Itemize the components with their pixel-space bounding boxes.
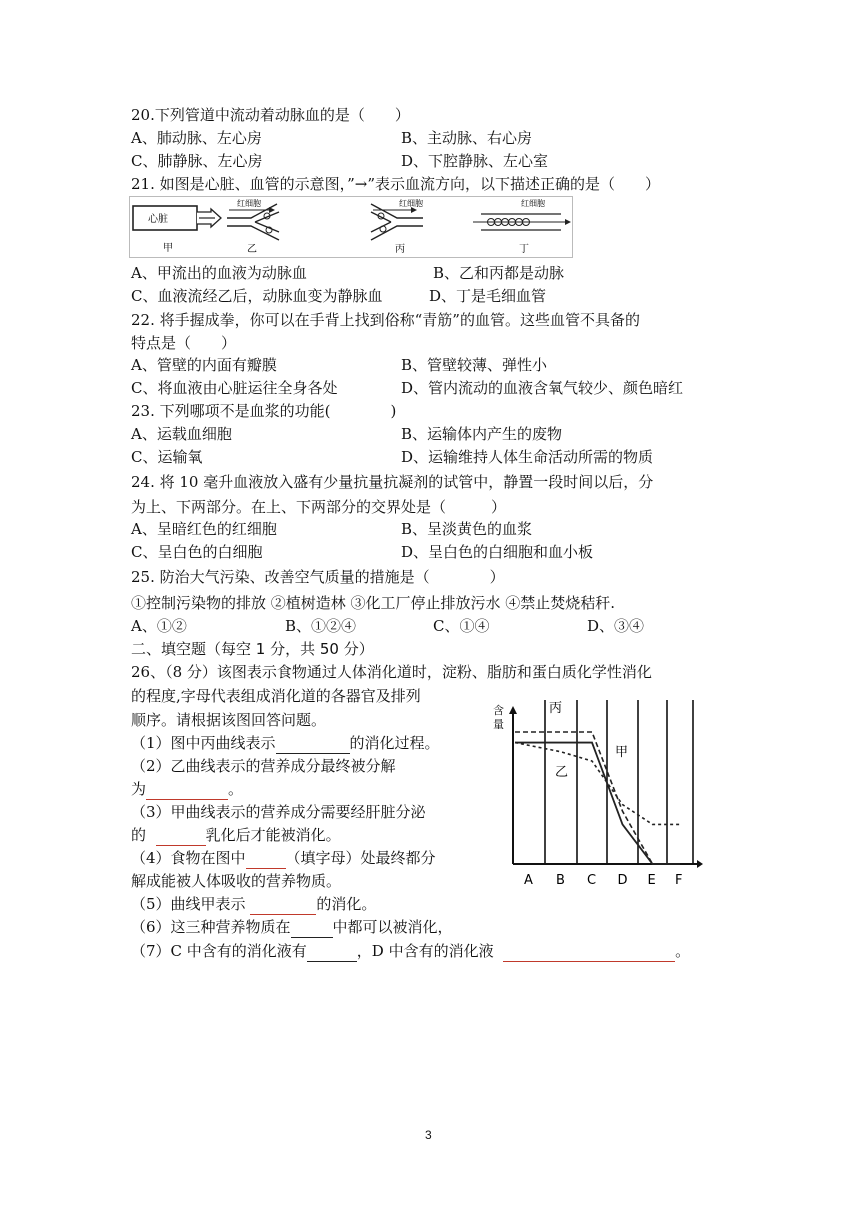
series-label: 甲 xyxy=(615,745,629,760)
x-tick-label: A xyxy=(524,873,533,888)
panel-label-jia: 甲 xyxy=(163,243,173,254)
x-tick-label: C xyxy=(587,873,597,888)
series-label: 乙 xyxy=(555,765,569,780)
q26-blank-8[interactable] xyxy=(503,944,675,962)
q26-sub7-end: 。 xyxy=(675,942,691,960)
q26-sub4 xyxy=(131,847,436,869)
q26-sub1-text: （1）图中丙曲线表示 xyxy=(131,734,276,752)
q25-stem: 25. 防治大气污染、改善空气质量的措施是（ ） xyxy=(131,568,505,586)
q20-options-cd xyxy=(131,150,731,172)
q25-option-a: A、①② xyxy=(131,617,187,635)
q20-options-ab xyxy=(131,127,731,149)
q22-stem-line1: 22. 将手握成拳，你可以在手背上找到俗称“青筋”的血管。这些血管不具备的 xyxy=(131,311,640,329)
q26-sub2: （2）乙曲线表示的营养成分最终被分解 xyxy=(131,757,396,775)
q26-sub4-mid: （填字母）处最终都分 xyxy=(285,849,436,867)
q22-option-d: D、管内流动的血液含氧气较少、颜色暗红 xyxy=(401,379,684,397)
q26-sub3-tail: 乳化后才能被消化。 xyxy=(205,826,341,844)
q22-options-ab xyxy=(131,354,731,376)
q25-option-b: B、①②④ xyxy=(285,617,357,635)
q26-stem-line2: 的程度,字母代表组成消化道的各器官及排列 xyxy=(131,687,421,705)
chart-frame xyxy=(509,700,703,868)
q25-options xyxy=(131,615,731,637)
q24-options-ab xyxy=(131,518,731,540)
q23-options-ab xyxy=(131,423,731,445)
q24-option-c: C、呈白色的白细胞 xyxy=(131,543,263,561)
x-tick-label: D xyxy=(617,873,628,888)
q20-option-d: D、下腔静脉、左心室 xyxy=(401,152,549,170)
q26-blank-6[interactable] xyxy=(291,920,333,938)
q22-option-c: C、将血液由心脏运往全身各处 xyxy=(131,379,338,397)
q20-option-c: C、肺静脉、左心房 xyxy=(131,152,263,170)
q26-sub7 xyxy=(131,940,690,962)
chart-series xyxy=(515,732,680,864)
q26-sub6-tail: 中都可以被消化， xyxy=(332,918,453,936)
q23-option-a: A、运载血细胞 xyxy=(131,425,232,443)
x-tick-label: B xyxy=(556,873,565,888)
q24-option-b: B、呈淡黄色的血浆 xyxy=(401,520,533,538)
x-tick-label: E xyxy=(647,873,656,888)
rbc-label-bing: 红细胞 xyxy=(399,199,423,208)
q22-option-b: B、管壁较薄、弹性小 xyxy=(401,356,548,374)
q22-stem-line2: 特点是（ ） xyxy=(131,334,237,352)
digestion-chart xyxy=(483,692,705,892)
q24-stem-line1: 24. 将 10 毫升血液放入盛有少量抗量抗凝剂的试管中，静置一段时间以后，分 xyxy=(131,473,654,491)
q26-sub7-text: （7）C 中含有的消化液有 xyxy=(131,942,307,960)
vessel-diagram xyxy=(129,196,573,258)
q25-option-d: D、③④ xyxy=(587,617,645,635)
q26-sub3-cont xyxy=(131,824,341,846)
q26-sub3-of: 的 xyxy=(131,826,147,844)
series-line xyxy=(515,732,680,864)
q23-stem: 23. 下列哪项不是血浆的功能( ) xyxy=(131,402,397,420)
q24-options-cd xyxy=(131,541,731,563)
q26-sub2-for: 为 xyxy=(131,780,147,798)
q23-option-c: C、运输氧 xyxy=(131,448,203,466)
q26-sub1-tail: 的消化过程。 xyxy=(349,734,440,752)
q20-option-a: A、肺动脉、左心房 xyxy=(131,129,262,147)
q26-blank-4[interactable] xyxy=(246,851,286,869)
q26-sub3: （3）甲曲线表示的营养成分需要经肝脏分泌 xyxy=(131,803,426,821)
q21-option-c: C、血液流经乙后，动脉血变为静脉血 xyxy=(131,287,383,305)
page-number: 3 xyxy=(425,1128,432,1142)
panel-label-bing: 丙 xyxy=(395,244,405,255)
q26-blank-7[interactable] xyxy=(307,944,357,962)
q26-blank-2[interactable] xyxy=(146,782,228,800)
section-heading: 二、填空题（每空 1 分，共 50 分） xyxy=(131,640,374,658)
series-label: 丙 xyxy=(549,701,563,716)
chart-labels xyxy=(493,700,682,888)
q26-sub2-end: 。 xyxy=(228,780,244,798)
q26-sub6-text: （6）这三种营养物质在 xyxy=(131,918,291,936)
q20-option-b: B、主动脉、右心房 xyxy=(401,129,533,147)
q21-options-ab xyxy=(131,262,731,284)
q25-items: ①控制污染物的排放 ②植树造林 ③化工厂停止排放污水 ④禁止焚烧秸秆. xyxy=(131,594,616,612)
x-tick-label: F xyxy=(675,873,683,888)
series-line xyxy=(515,743,680,864)
q26-sub5 xyxy=(131,893,376,915)
q26-blank-1[interactable] xyxy=(276,736,350,754)
q26-sub6 xyxy=(131,916,453,938)
q21-option-b: B、乙和丙都是动脉 xyxy=(433,264,565,282)
rbc-label-yi: 红细胞 xyxy=(237,199,261,208)
q21-option-a: A、甲流出的血液为动脉血 xyxy=(131,264,307,282)
y-axis-label: 含 xyxy=(493,704,504,717)
q20-stem: 20.下列管道中流动着动脉血的是（ ） xyxy=(131,106,410,124)
q26-sub4-text: （4）食物在图中 xyxy=(131,849,246,867)
rbc-label-ding: 红细胞 xyxy=(521,199,545,208)
q25-option-c: C、①④ xyxy=(433,617,490,635)
y-axis-arrow xyxy=(509,706,517,714)
q26-stem-line1: 26、（8 分）该图表示食物通过人体消化道时，淀粉、脂肪和蛋白质化学性消化 xyxy=(131,663,652,681)
q26-sub2-cont xyxy=(131,778,243,800)
heart-label: 心脏 xyxy=(148,214,168,225)
q26-sub5-tail: 的消化。 xyxy=(316,895,377,913)
q26-sub4-cont: 解成能被人体吸收的营养物质。 xyxy=(131,872,342,890)
q21-options-cd xyxy=(131,285,731,307)
q21-option-d: D、丁是毛细血管 xyxy=(429,287,547,305)
x-axis-arrow xyxy=(697,860,703,868)
panel-label-ding: 丁 xyxy=(519,244,529,255)
q24-option-a: A、呈暗红色的红细胞 xyxy=(131,520,277,538)
q26-stem-line3: 顺序。请根据该图回答问题。 xyxy=(131,711,327,729)
q26-sub5-text: （5）曲线甲表示 xyxy=(131,895,246,913)
q22-option-a: A、管壁的内面有瓣膜 xyxy=(131,356,277,374)
q26-sub1 xyxy=(131,732,440,754)
y-axis-label: 量 xyxy=(493,718,504,731)
q23-option-b: B、运输体内产生的废物 xyxy=(401,425,563,443)
q23-options-cd xyxy=(131,446,731,468)
panel-label-yi: 乙 xyxy=(247,244,257,255)
q26-blank-3[interactable] xyxy=(156,828,206,846)
q21-stem: 21. 如图是心脏、血管的示意图，”→”表示血流方向，以下描述正确的是（ ） xyxy=(131,175,661,193)
q26-sub7-mid: ，D 中含有的消化液 xyxy=(356,942,494,960)
q23-option-d: D、运输维持人体生命活动所需的物质 xyxy=(401,448,654,466)
q22-options-cd xyxy=(131,377,731,399)
q24-option-d: D、呈白色的白细胞和血小板 xyxy=(401,543,594,561)
q24-stem-line2: 为上、下两部分。在上、下两部分的交界处是（ ） xyxy=(131,498,507,516)
q26-blank-5[interactable] xyxy=(250,897,316,915)
